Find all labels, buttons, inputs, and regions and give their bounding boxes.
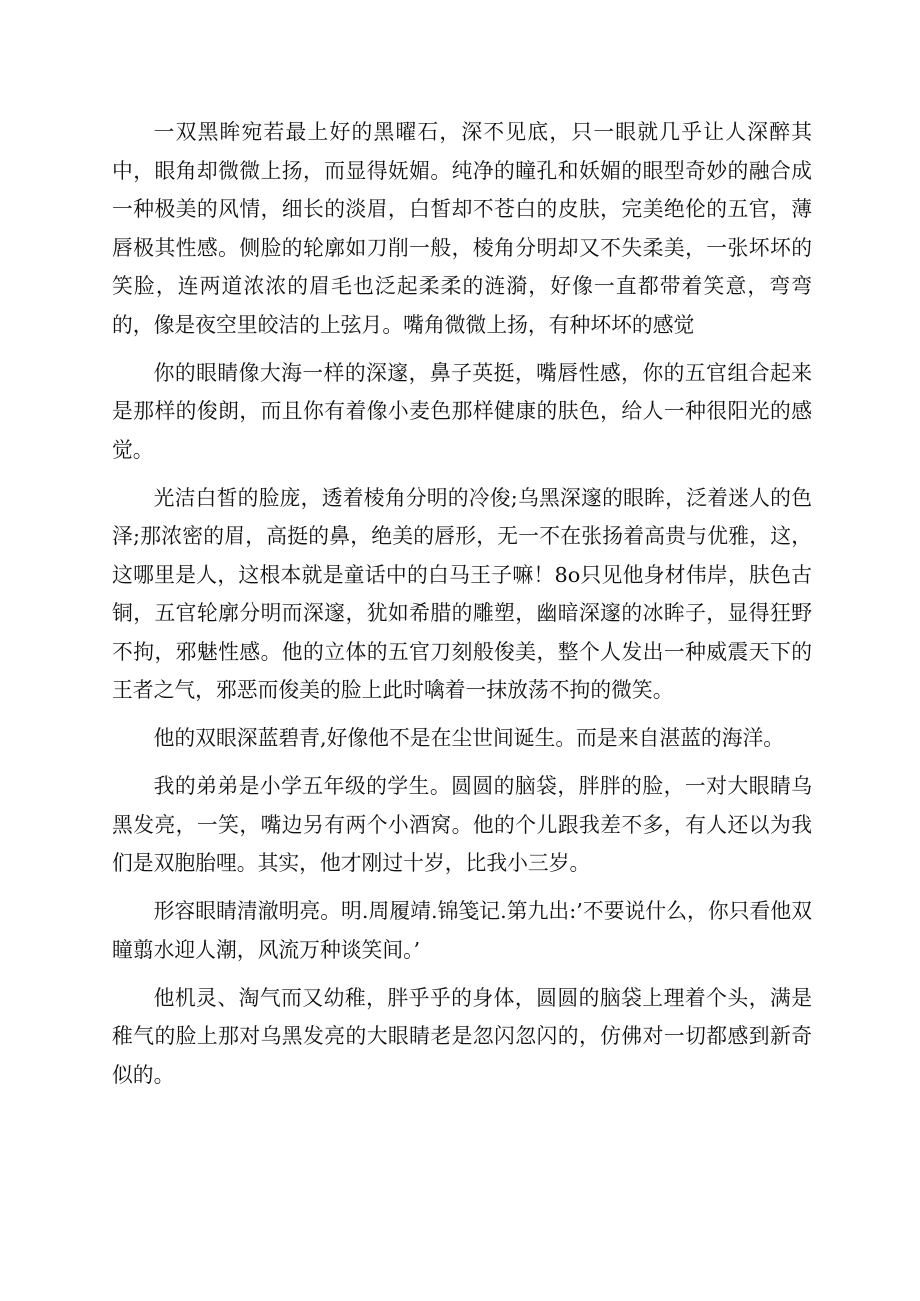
paragraph-5: 我的弟弟是小学五年级的学生。圆圆的脑袋，胖胖的脸，一对大眼睛乌黑发亮，一笑，嘴边另有两个小酒窝。他的个儿跟我差不多，有人还以为我们是双胞胎哩。其实，他才刚过十岁，比我小三岁。 [112,774,812,875]
paragraph-4: 他的双眼深蓝碧青,好像他不是在尘世间诞生。而是来自湛蓝的海洋。 [153,726,785,750]
paragraph-1: 一双黑眸宛若最上好的黑曜石，深不见底，只一眼就几乎让人深醉其中，眼角却微微上扬，而显得妩媚。纯净的瞳孔和妖媚的眼型奇妙的融合成一种极美的风情，细长的淡眉，白皙却不苍白的皮肤，完美绝伦的五官，薄唇极其性感。侧脸的轮廓如刀削一般，棱角分明却又不失柔美，一张坏坏的笑脸，连两道浓浓的眉毛也泛起柔柔的涟漪，好像一直都带着笑意，弯弯的，像是夜空里皎洁的上弦月。嘴角微微上扬，有种坏坏的感觉 [112,120,812,337]
paragraph-7: 他机灵、淘气而又幼稚，胖乎乎的身体，圆圆的脑袋上理着个头，满是稚气的脸上那对乌黑发亮的大眼睛老是忽闪忽闪的，仿佛对一切都感到新奇似的。 [112,985,812,1087]
document-body [112,113,812,1094]
paragraph-2: 你的眼睛像大海一样的深邃，鼻子英挺，嘴唇性感，你的五官组合起来是那样的俊朗，而且你有着像小麦色那样健康的肤色，给人一种很阳光的感觉。 [112,360,812,462]
paragraph-6: 形容眼睛清澈明亮。明.周履靖.锦笺记.第九出:’不要说什么，你只看他双瞳翦水迎人潮，风流万种谈笑间。’ [112,899,812,962]
paragraph-3: 光洁白皙的脸庞，透着棱角分明的冷俊;乌黑深邃的眼眸，泛着迷人的色泽;那浓密的眉，高挺的鼻，绝美的唇形，无一不在张扬着高贵与优雅，这，这哪里是人，这根本就是童话中的白马王子嘛！8o只见他身材伟岸，肤色古铜，五官轮廓分明而深邃，犹如希腊的雕塑，幽暗深邃的冰眸子，显得狂野不拘，邪魅性感。他的立体的五官刀刻般俊美，整个人发出一种威震天下的王者之气，邪恶而俊美的脸上此时噙着一抹放荡不拘的微笑。 [112,485,812,702]
